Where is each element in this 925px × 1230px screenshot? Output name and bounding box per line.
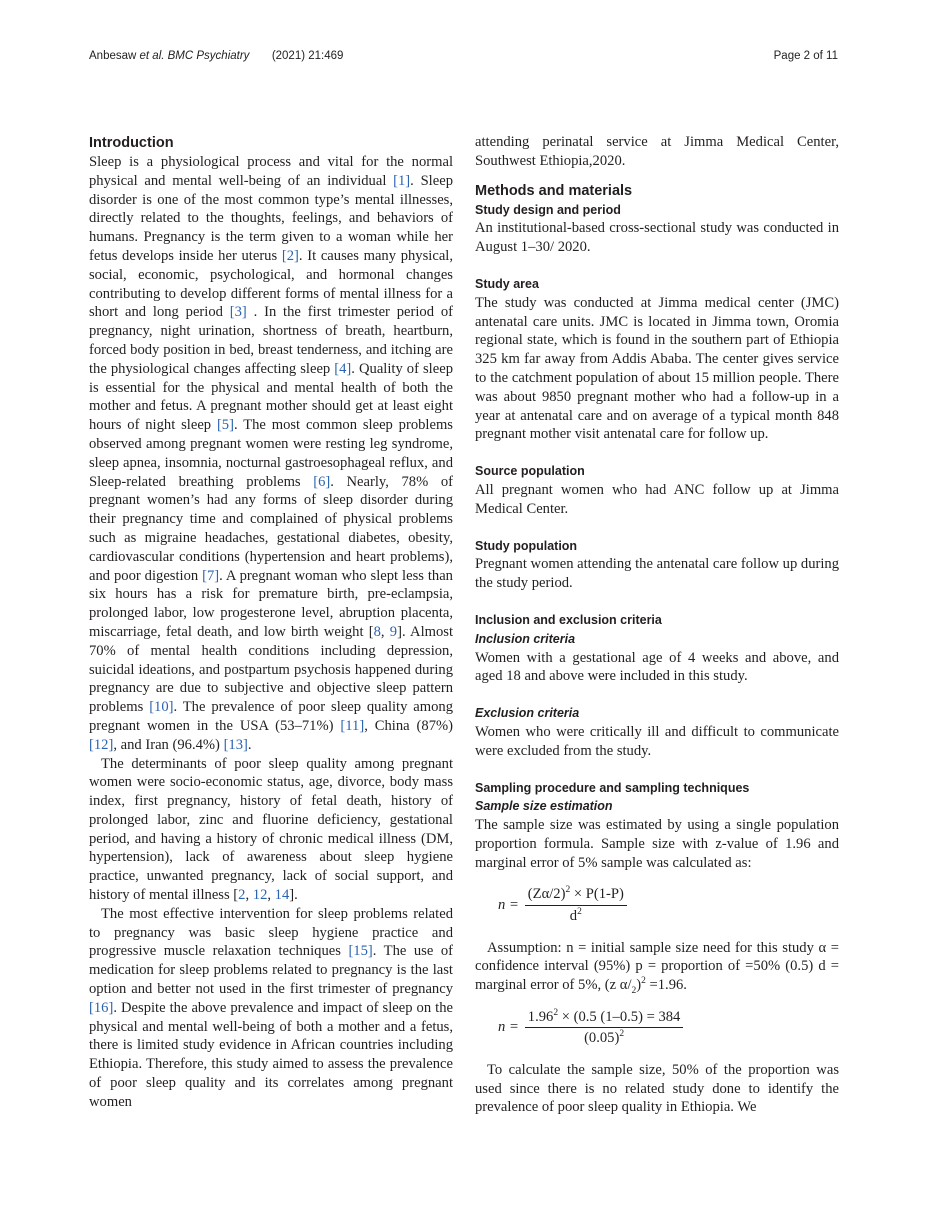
paragraph-text: . In the first trimester period of pregnancy, night urination, shortness of breath, heartburn, forced body position in bed, breast tenderness, and itching are the physiological changes affecting sleep xyxy=(89,304,453,377)
citation-link[interactable]: 9 xyxy=(389,623,398,640)
equation-lhs: n = xyxy=(498,897,519,914)
paragraph-text: The most effective intervention for sleep problems related to pregnancy was basic sleep hygiene practice and progressive muscle relaxation techniques xyxy=(89,905,453,960)
citation-link[interactable]: [6] xyxy=(313,473,331,490)
study-area-text: The study was conducted at Jimma medical center (JMC) antenatal care units. JMC is located in Jimma town, Oromia regional state, which is found in the southern part of Ethiopia 325 km far away from Addis Ababa. The center gives service to the catchment population of about 15 million people. There was about 9850 pregnant mother who had a follow-up in a year at antenatal care and on average of a typical month 848 pregnant mother visit antenatal care for follow up. xyxy=(475,294,839,443)
citation-link[interactable]: 12 xyxy=(252,887,268,904)
paragraph-text: ]. xyxy=(289,887,298,904)
sample-size-equation xyxy=(498,881,839,931)
paragraph-text: . The use of medication for sleep problems related to pregnancy is the last option and better not used in the first trimester of pregnancy xyxy=(89,943,453,998)
citation-link[interactable]: [12] xyxy=(89,736,114,753)
paragraph-text: The determinants of poor sleep quality among pregnant women were socio-economic status, age, divorce, body mass index, first pregnancy, history of fetal death, history of prolonged labor, zinc and fluorine deficiency, gestational period, and having a history of chronic medical illness (DM, hypertension), lack of awareness about sleep hygiene practice, unwanted pregnancy, lack of social support, and history of mental illness [ xyxy=(89,755,453,904)
study-design-text: An institutional-based cross-sectional study was conducted in August 1–30/ 2020. xyxy=(475,220,839,256)
citation-link[interactable]: [1] xyxy=(393,172,411,189)
introduction-heading: Introduction xyxy=(89,135,174,151)
citation-link[interactable]: [4] xyxy=(334,360,352,377)
intro-paragraph-1 xyxy=(89,153,453,755)
source-population-text: All pregnant women who had ANC follow up at Jimma Medical Center. xyxy=(475,481,839,517)
paragraph-text: . The prevalence of poor sleep quality among pregnant women in the USA (53–71%) xyxy=(89,699,453,734)
inclusion-text: Women with a gestational age of 4 weeks and above, and aged 18 and above were included in this study. xyxy=(475,649,839,685)
intro-continuation: attending perinatal service at Jimma Medical Center, Southwest Ethiopia,2020. xyxy=(475,134,839,169)
citation-link[interactable]: [13] xyxy=(223,736,248,753)
citation-link[interactable]: 8 xyxy=(373,623,381,640)
citation-link[interactable]: 14 xyxy=(274,887,290,904)
paragraph-text: . It causes many physical, social, economic, psychological, and hormonal changes contributing to develop different forms of mental illness for a short and long period xyxy=(89,247,453,321)
citation-link[interactable]: [10] xyxy=(149,699,174,716)
study-population-text: Pregnant women attending the antenatal care follow up during the study period. xyxy=(475,556,839,592)
header-authors: Anbesaw xyxy=(89,50,137,62)
sampling-heading: Sampling procedure and sampling techniques xyxy=(475,780,750,795)
equation-numerator: $(Z\alpha/2)^2 \times P(1-P)$ xyxy=(525,885,627,906)
sample-size-heading: Sample size estimation xyxy=(475,799,613,814)
sample-size-text: The sample size was estimated by using a single population proportion formula. Sample size with z-value of 1.96 and marginal error of 5% sample was calculated as: xyxy=(475,817,839,871)
equation-fraction xyxy=(525,885,627,926)
intro-paragraph-3 xyxy=(89,905,453,1112)
right-column xyxy=(475,133,839,1117)
citation-link[interactable]: [2] xyxy=(281,247,299,264)
equation-numerator: $1.96^2 \times (0.5$ (1–0.5) = 384 xyxy=(525,1008,684,1029)
study-area-heading: Study area xyxy=(475,276,539,291)
citation-link[interactable]: [16] xyxy=(89,999,114,1016)
left-column xyxy=(89,133,453,1112)
study-design-heading: Study design and period xyxy=(475,202,621,217)
study-population-heading: Study population xyxy=(475,538,578,553)
header-journal: et al. BMC Psychiatry xyxy=(136,50,250,62)
paragraph-text: , xyxy=(380,623,390,640)
paragraph-text: . Nearly, 78% of pregnant women’s had any forms of sleep disorder during their pregnancy time and complained of physical problems such as migraine headaches, gestational diabetes, obesity, cardiovascular conditions (hypertension and heart problems), and poor digestion xyxy=(89,473,453,584)
citation-link[interactable]: [3] xyxy=(229,304,247,321)
paragraph-text: Sleep is a physiological process and vital for the normal physical and mental well-being of an individual xyxy=(89,154,453,189)
paragraph-text: , China (87%) xyxy=(364,717,454,734)
paragraph-text: , xyxy=(245,887,253,904)
page-number: Page 2 of 11 xyxy=(773,50,838,62)
intro-paragraph-2 xyxy=(89,755,453,905)
sample-size-result-equation xyxy=(498,1003,839,1053)
citation-link[interactable]: [5] xyxy=(216,417,234,434)
equation-denominator: $(0.05)^2$ xyxy=(584,1029,625,1047)
paragraph-text: . A pregnant woman who slept less than six hours has a risk for premature birth, pre-eclampsia, prolonged labor, low progesterone level, abruption placenta, miscarriage, fetal death, and low birth weight [ xyxy=(89,567,453,640)
equation-denominator: $d^2$ xyxy=(569,907,582,924)
paragraph-text: . Despite the above prevalence and impact of sleep on the physical and mental well-being of both a mother and a fetus, there is limited study evidence in African countries including Ethiopia. Therefore, this study aimed to assess the prevalence of poor sleep quality and its correlates among pregnant women xyxy=(89,999,453,1110)
equation-fraction xyxy=(525,1008,684,1049)
sample-size-rationale: To calculate the sample size, 50% of the proportion was used since there is no related study done to identify the prevalence of poor sleep quality in Ethiopia. We xyxy=(475,1061,839,1116)
equation-lhs: n = xyxy=(498,1019,519,1036)
citation-link[interactable]: [7] xyxy=(202,567,220,584)
exclusion-text: Women who were critically ill and difficult to communicate were excluded from the study. xyxy=(475,723,839,759)
paragraph-text: ]. Almost 70% of mental health conditions including depression, suicidal ideations, and postpartum psychosis happened during pregnancy are due to subjective and objective sleep pattern problems xyxy=(89,623,454,716)
exclusion-heading: Exclusion criteria xyxy=(475,706,580,721)
methods-heading: Methods and materials xyxy=(475,182,633,199)
running-header xyxy=(89,50,343,62)
paragraph-text: . xyxy=(247,736,252,753)
citation-link[interactable]: [11] xyxy=(340,717,365,734)
inclusion-heading: Inclusion criteria xyxy=(475,631,576,646)
citation-link[interactable]: [15] xyxy=(348,943,373,960)
citation-link[interactable]: 2 xyxy=(238,887,246,904)
paragraph-text: , and Iran (96.4%) xyxy=(113,736,224,753)
assumption-text: Assumption: n = initial sample size need for this study α = confidence interval (95%) p = proportion of =50% (0.5) d = marginal error of 5%, (z $\alpha/_2)^2 =1.96$. xyxy=(475,939,839,996)
source-population-heading: Source population xyxy=(475,464,585,479)
paragraph-text: . Quality of sleep is essential for the physical and mental health of both the mother and fetus. A pregnant mother should get at least eight hours of night sleep xyxy=(89,360,453,434)
paragraph-text: , xyxy=(267,887,275,904)
paragraph-text: . The most common sleep problems observed among pregnant women were resting leg syndrome, sleep apnea, insomnia, nocturnal gastroesophageal reflux, and Sleep-related breathing problems xyxy=(89,417,453,490)
criteria-heading: Inclusion and exclusion criteria xyxy=(475,612,662,627)
paragraph-text: . Sleep disorder is one of the most common type’s mental illnesses, directly related to the thoughts, feelings, and behaviors of humans. Pregnancy is the term given to a woman while her fetus develops inside her uterus xyxy=(89,172,453,264)
header-year-volume: (2021) 21:469 xyxy=(271,50,344,62)
